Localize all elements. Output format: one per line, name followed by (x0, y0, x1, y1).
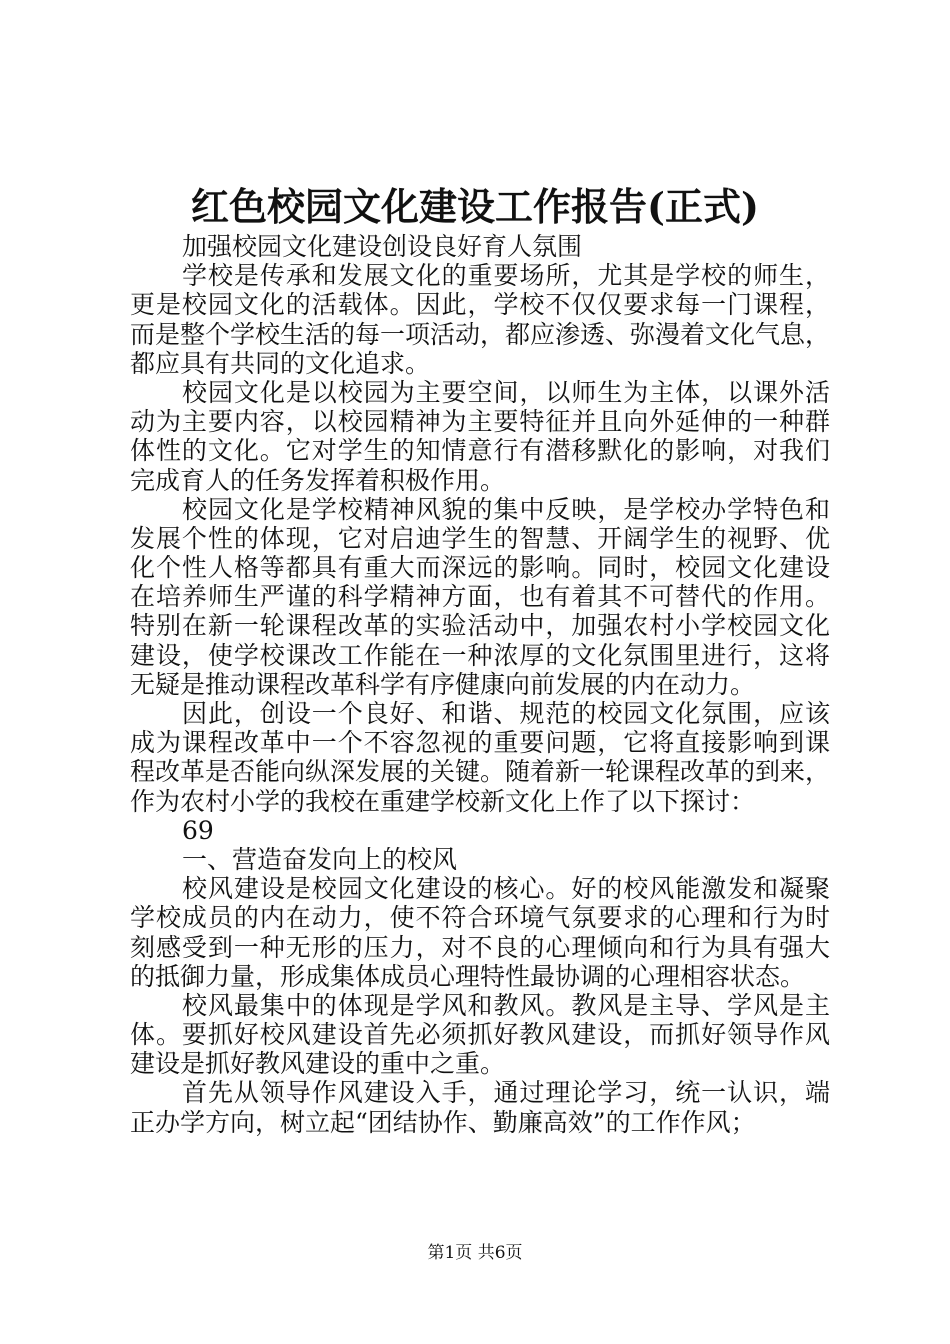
paragraph-line: 更是校园文化的活载体。因此，学校不仅仅要求每一门课程， (130, 290, 830, 320)
paragraph-line: 校风建设是校园文化建设的核心。好的校风能激发和凝聚 (182, 874, 830, 904)
paragraph-line: 动为主要内容，以校园精神为主要特征并且向外延伸的一种群 (130, 407, 830, 437)
paragraph-line: 校园文化是学校精神风貌的集中反映，是学校办学特色和 (182, 494, 830, 524)
paragraph-line: 作为农村小学的我校在重建学校新文化上作了以下探讨： (130, 786, 756, 816)
paragraph-line: 化个性人格等都具有重大而深远的影响。同时，校园文化建设 (130, 553, 830, 583)
page-footer: 第1页 共6页 (427, 1243, 523, 1263)
paragraph-line: 程改革是否能向纵深发展的关键。随着新一轮课程改革的到来， (130, 757, 831, 787)
paragraph-line: 发展个性的体现，它对启迪学生的智慧、开阔学生的视野、优 (130, 523, 830, 553)
paragraph-line: 建设，使学校课改工作能在一种浓厚的文化氛围里进行，这将 (130, 640, 830, 670)
paragraph-line: 完成育人的任务发挥着积极作用。 (130, 465, 506, 495)
paragraph-line: 都应具有共同的文化追求。 (130, 348, 431, 378)
paragraph-line: 学校成员的内在动力，使不符合环境气氛要求的心理和行为时 (130, 903, 830, 933)
paragraph-line: 在培养师生严谨的科学精神方面，也有着其不可替代的作用。 (130, 582, 830, 612)
paragraph-line: 成为课程改革中一个不容忽视的重要问题，它将直接影响到课 (130, 728, 830, 758)
paragraph-line: 刻感受到一种无形的压力，对不良的心理倾向和行为具有强大 (130, 932, 830, 962)
section-heading: 加强校园文化建设创设良好育人氛围 (182, 232, 583, 261)
inline-number: 69 (182, 815, 214, 845)
paragraph-line: 的抵御力量，形成集体成员心理特性最协调的心理相容状态。 (130, 961, 806, 991)
paragraph-line: 因此，创设一个良好、和谐、规范的校园文化氛围，应该 (182, 699, 830, 728)
paragraph-line: 体性的文化。它对学生的知情意行有潜移默化的影响，对我们 (130, 436, 830, 466)
paragraph-line: 而是整个学校生活的每一项活动，都应渗透、弥漫着文化气息， (130, 319, 831, 349)
section-heading: 一、营造奋发向上的校风 (182, 844, 458, 874)
document-body (130, 232, 830, 1137)
paragraph-line: 校风最集中的体现是学风和教风。教风是主导、学风是主 (182, 990, 830, 1020)
paragraph-line: 正办学方向，树立起“团结协作、勤廉高效”的工作作风； (130, 1107, 756, 1137)
paragraph-line: 首先从领导作风建设入手，通过理论学习，统一认识，端 (182, 1078, 830, 1108)
paragraph-line: 特别在新一轮课程改革的实验活动中，加强农村小学校园文化 (130, 611, 830, 641)
paragraph-line: 无疑是推动课程改革科学有序健康向前发展的内在动力。 (130, 669, 756, 699)
paragraph-line: 建设是抓好教风建设的重中之重。 (130, 1049, 506, 1079)
paragraph-line: 体。要抓好校风建设首先必须抓好教风建设，而抓好领导作风 (130, 1020, 830, 1050)
document-title: 红色校园文化建设工作报告(正式) (191, 184, 759, 229)
paragraph-line: 学校是传承和发展文化的重要场所，尤其是学校的师生， (182, 261, 830, 291)
paragraph-line: 校园文化是以校园为主要空间，以师生为主体，以课外活 (182, 377, 830, 407)
